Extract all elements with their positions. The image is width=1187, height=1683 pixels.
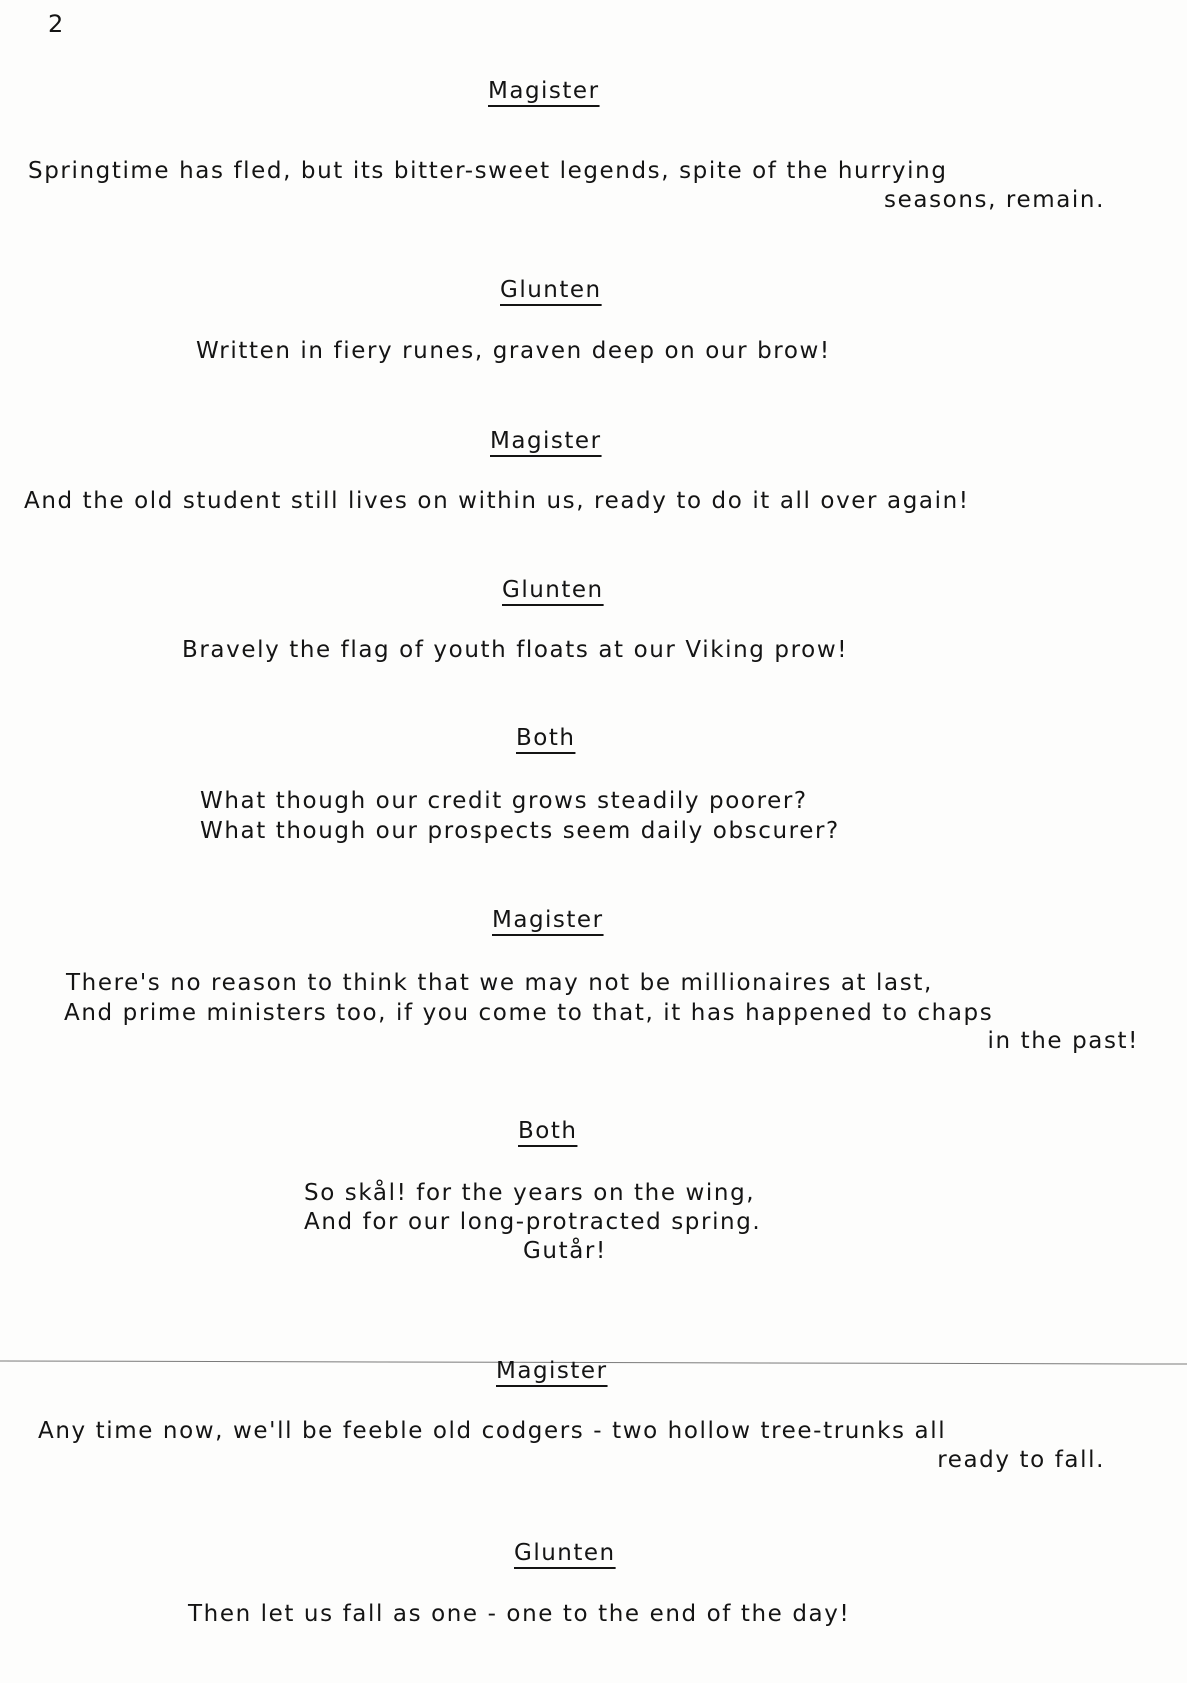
verse-line: Then let us fall as one - one to the end of the day!: [188, 1601, 851, 1627]
verse-line: There's no reason to think that we may not be millionaires at last,: [66, 970, 933, 996]
verse-line: What though our credit grows steadily poorer?: [200, 788, 808, 814]
speaker-heading: Glunten: [502, 577, 604, 603]
verse-line: And prime ministers too, if you come to that, it has happened to chaps: [64, 1000, 994, 1026]
speaker-heading: Magister: [496, 1358, 608, 1384]
page-number: 2: [48, 10, 64, 38]
verse-line: Bravely the flag of youth floats at our Viking prow!: [182, 637, 849, 663]
verse-line: Gutår!: [523, 1238, 607, 1264]
verse-line: Any time now, we'll be feeble old codgers - two hollow tree-trunks all: [38, 1418, 947, 1444]
verse-line: And the old student still lives on within us, ready to do it all over again!: [24, 488, 970, 514]
verse-line: in the past!: [987, 1028, 1139, 1054]
verse-line: And for our long-protracted spring.: [304, 1209, 762, 1235]
speaker-heading: Magister: [490, 428, 602, 454]
speaker-heading: Both: [516, 725, 576, 751]
verse-line: ready to fall.: [937, 1447, 1105, 1473]
verse-line: So skål! for the years on the wing,: [304, 1180, 756, 1206]
verse-line: What though our prospects seem daily obscurer?: [200, 818, 840, 844]
verse-line: seasons, remain.: [884, 187, 1105, 213]
speaker-heading: Glunten: [500, 277, 602, 303]
verse-line: Written in fiery runes, graven deep on our brow!: [196, 338, 831, 364]
verse-line: Springtime has fled, but its bitter-sweet legends, spite of the hurrying: [28, 158, 948, 184]
speaker-heading: Both: [518, 1118, 578, 1144]
speaker-heading: Magister: [492, 907, 604, 933]
speaker-heading: Magister: [488, 78, 600, 104]
speaker-heading: Glunten: [514, 1540, 616, 1566]
